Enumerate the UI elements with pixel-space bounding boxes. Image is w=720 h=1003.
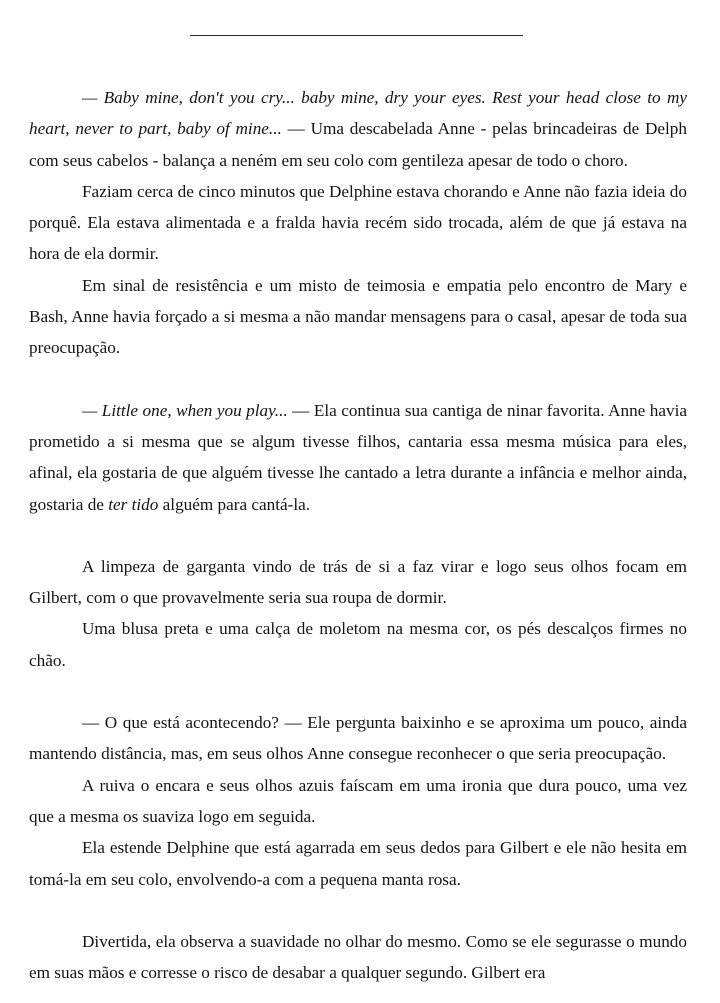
paragraph: A limpeza de garganta vindo de trás de si a faz virar e logo seus olhos focam em Gilbert, com o que provavelmente seria sua roupa de dormir. [29,556,687,608]
lullaby-lyrics-1: — Baby mine, don't you cry... baby mine, dry your eyes. Rest your head close to my heart, never to part, baby of mine... [29,88,687,139]
paragraph-gap [29,364,687,395]
paragraph-text: alguém para cantá-la. [158,494,311,514]
paragraph-lullaby-1 [29,82,687,176]
paragraph-gap [29,895,687,926]
header-rule [190,35,523,36]
document-body [29,82,687,988]
lullaby-lyrics-2: — Little one, when you play... [82,400,288,420]
paragraph-gap [29,676,687,707]
paragraph: Em sinal de resistência e um misto de teimosia e empatia pelo encontro de Mary e Bash, Anne havia forçado a si mesma a não mandar mensagens para o casal, apesar de toda sua preocupação. [29,275,687,358]
paragraph: A ruiva o encara e seus olhos azuis faíscam em uma ironia que dura pouco, uma vez que a mesma os suaviza logo em seguida. [29,775,687,826]
paragraph-text: — Ela continua sua cantiga de ninar favorita. Anne havia prometido a si mesma que se algum tivesse filhos, cantaria essa mesma música para eles, afinal, ela gostaria de que alguém tivesse lhe cantado a letra durante a infância e melhor ainda, gostaria de [29,400,687,514]
paragraph-lullaby-2 [29,395,687,520]
paragraph-dialogue: — O que está acontecendo? — Ele pergunta baixinho e se aproxima um pouco, ainda mantendo distância, mas, em seus olhos Anne consegue reconhecer o que seria preocupação. [29,713,687,764]
paragraph: Divertida, ela observa a suavidade no olhar do mesmo. Como se ele segurasse o mundo em suas mãos e corresse o risco de desabar a qualquer segundo. Gilbert era [29,931,687,983]
paragraph: Ela estende Delphine que está agarrada em seus dedos para Gilbert e ele não hesita em tomá-la em seu colo, envolvendo-a com a pequena manta rosa. [29,838,687,889]
paragraph-gap [29,520,687,551]
paragraph: Uma blusa preta e uma calça de moletom na mesma cor, os pés descalços firmes no chão. [29,619,687,670]
paragraph-text: — Uma descabelada Anne - pelas brincadeiras de Delph com seus cabelos - balança a neném em seu colo com gentileza apesar de todo o choro. [29,119,687,170]
paragraph: Faziam cerca de cinco minutos que Delphine estava chorando e Anne não fazia ideia do porquê. Ela estava alimentada e a fralda havia recém sido trocada, além de que já estava na hora de ela dormir. [29,181,687,264]
emphasis-text: ter tido [108,494,159,514]
